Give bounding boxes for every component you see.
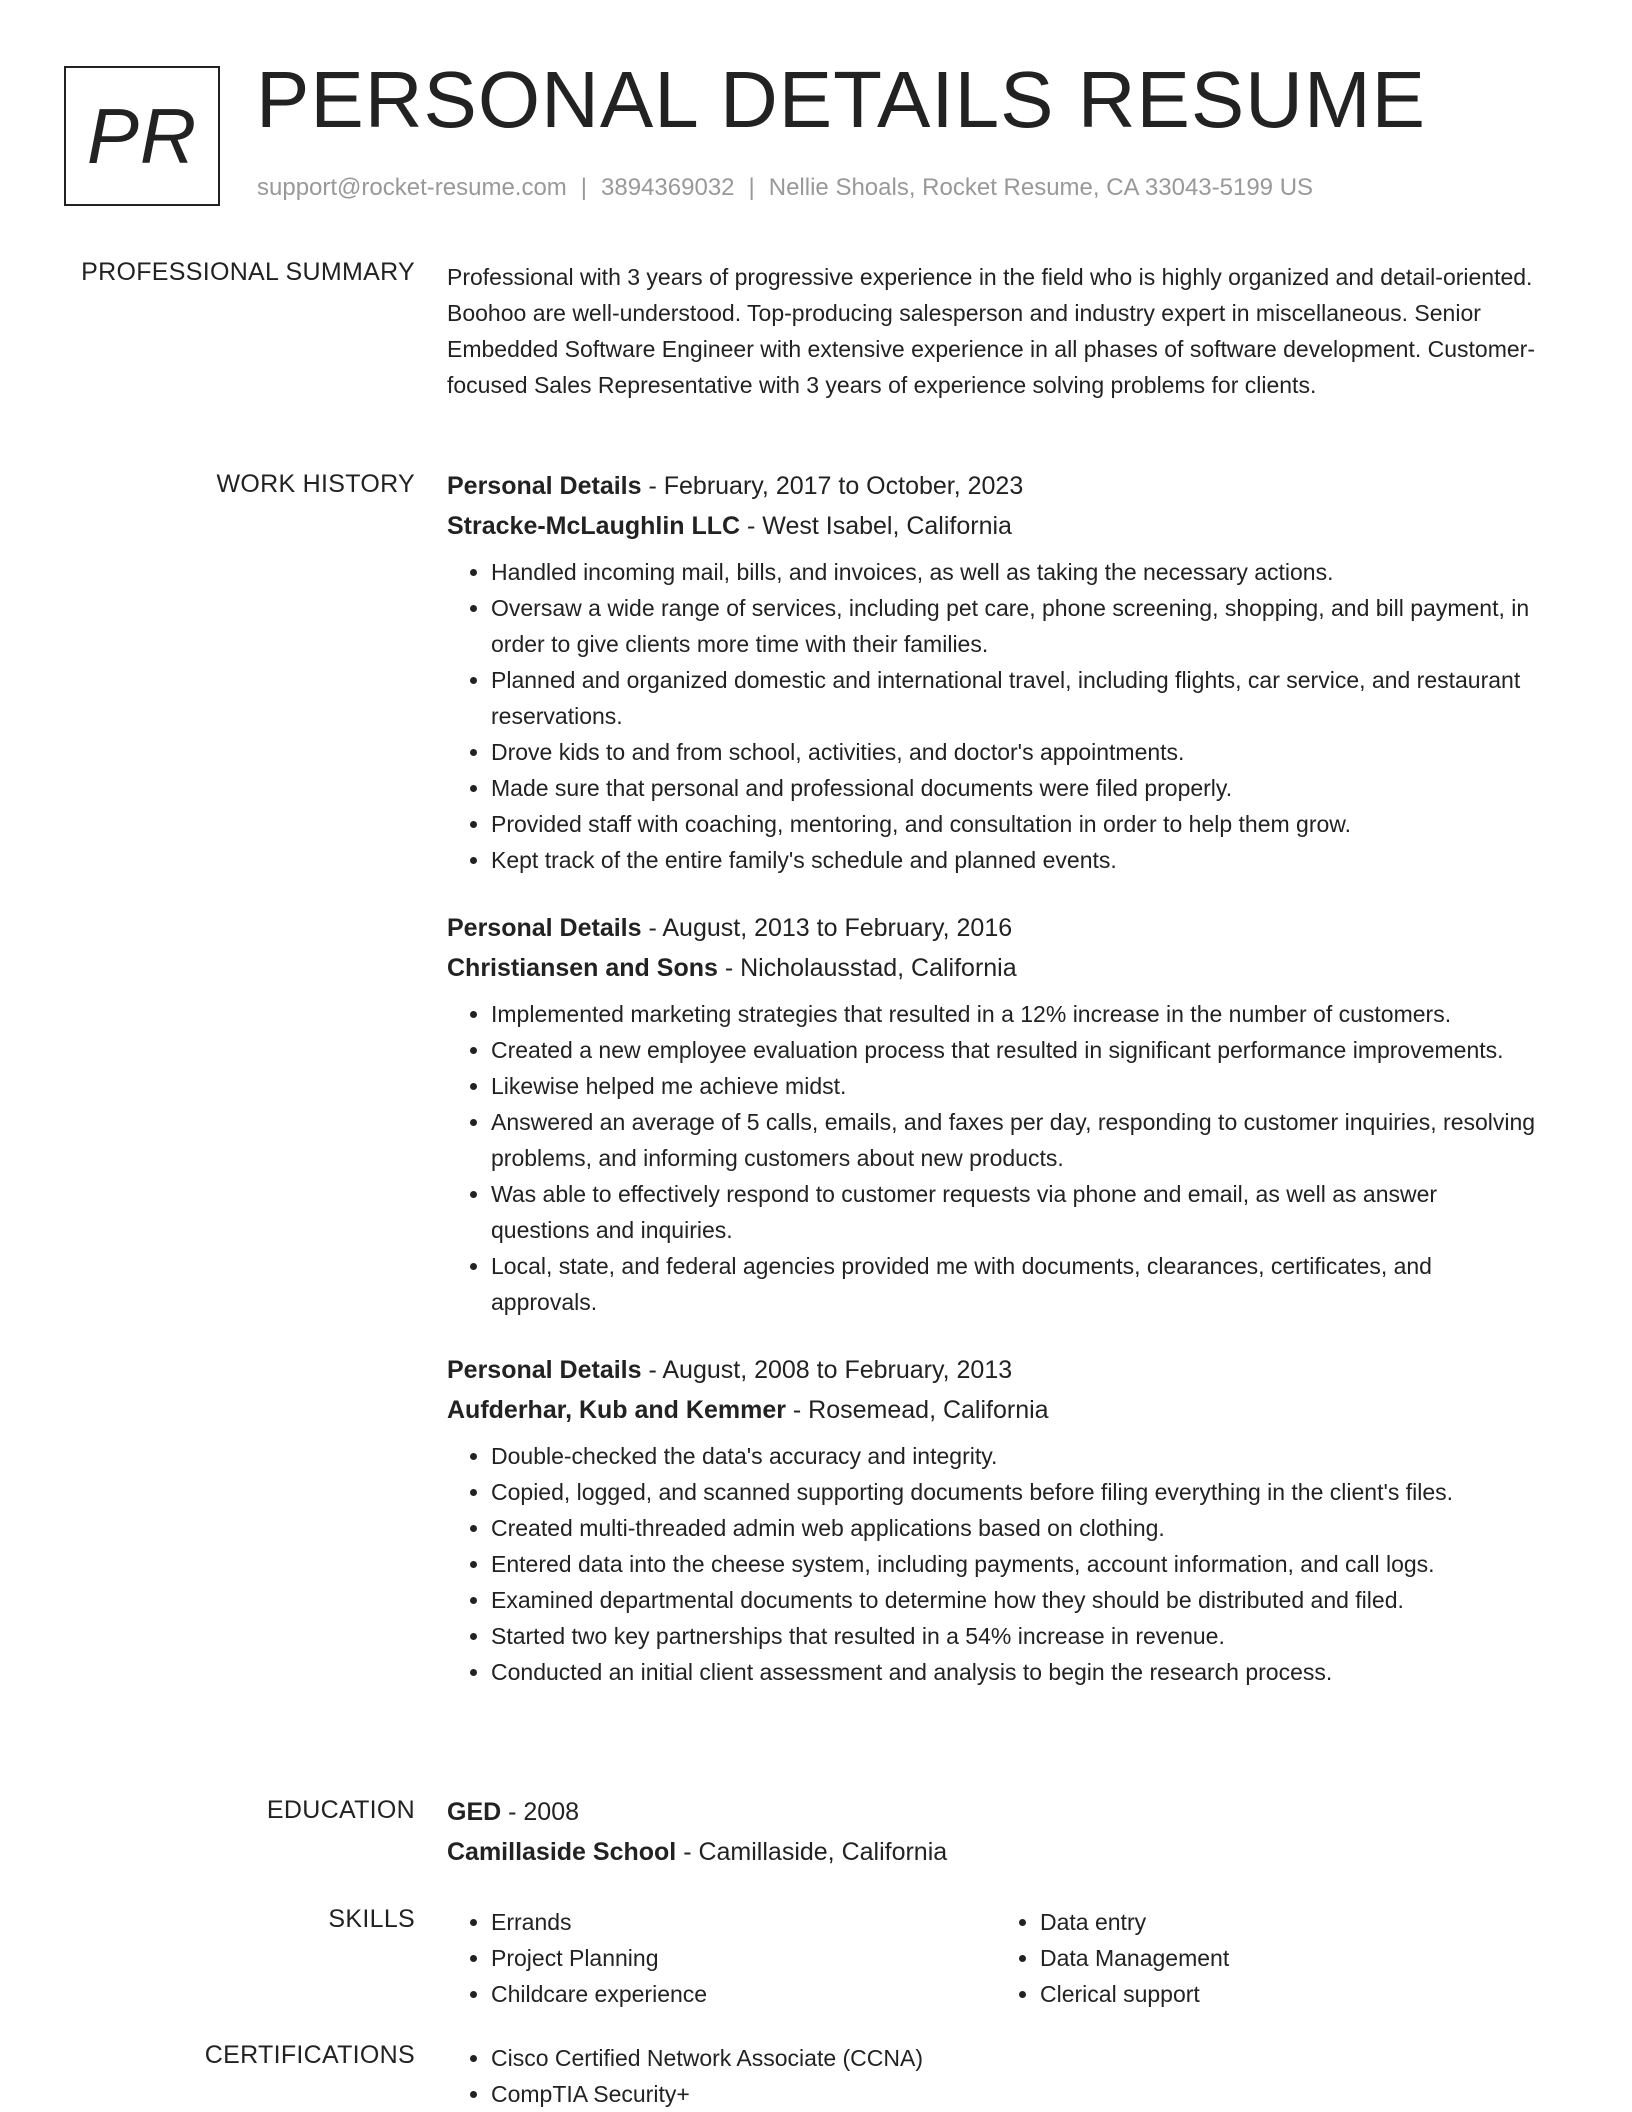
section-title: WORK HISTORY [216, 470, 415, 498]
list-item: • Entered data into the cheese system, including payments, account information, and call logs. [491, 1546, 1537, 1582]
list-item: • Oversaw a wide range of services, including pet care, phone screening, shopping, and bill payment, in order to give clients more time with their families. [491, 590, 1537, 662]
list-item: • Planned and organized domestic and international travel, including flights, car service, and restaurant reservations. [491, 662, 1537, 734]
contact-phone[interactable]: 3894369032 [601, 174, 735, 201]
job-company: Christiansen and Sons [447, 954, 718, 982]
job-entry [447, 1350, 1537, 1690]
job-location: - Nicholausstad, California [717, 954, 1017, 982]
section-body [447, 466, 1537, 1720]
section-title: CERTIFICATIONS [204, 2041, 415, 2069]
education-degree: GED [447, 1798, 502, 1826]
education-school-line [447, 1832, 1537, 1872]
education-location: - Camillaside, California [676, 1838, 948, 1866]
job-role: Personal Details [447, 914, 642, 942]
contact-address: Nellie Shoals, Rocket Resume, CA 33043-5199 US [768, 174, 1314, 201]
list-item: • Started two key partnerships that resulted in a 54% increase in revenue. [491, 1618, 1537, 1654]
list-item: • Double-checked the data's accuracy and integrity. [491, 1438, 1537, 1474]
job-entry [447, 908, 1537, 1320]
job-role: Personal Details [447, 1356, 642, 1384]
job-role-line [447, 466, 1537, 506]
list-item: • Data Management [1040, 1940, 1545, 1976]
list-item: • Project Planning [491, 1940, 996, 1976]
job-company: Aufderhar, Kub and Kemmer [447, 1396, 786, 1424]
section-body [447, 1792, 1537, 1872]
contact-email[interactable]: support@rocket-resume.com [257, 174, 567, 201]
list-item: • Conducted an initial client assessment and analysis to begin the research process. [491, 1654, 1537, 1690]
section-body [447, 2040, 1537, 2112]
list-item: • Provided staff with coaching, mentoring, and consultation in order to help them grow. [491, 806, 1537, 842]
list-item: • Drove kids to and from school, activities, and doctor's appointments. [491, 734, 1537, 770]
list-item: • Created multi-threaded admin web applications based on clothing. [491, 1510, 1537, 1546]
job-bullets [447, 554, 1537, 878]
list-item: • Childcare experience [491, 1976, 996, 2012]
list-item: • Handled incoming mail, bills, and invoices, as well as taking the necessary actions. [491, 554, 1537, 590]
section-title: SKILLS [328, 1905, 415, 1933]
job-location: - West Isabel, California [740, 512, 1012, 540]
skills-grid [447, 1904, 1547, 2012]
list-item: • Likewise helped me achieve midst. [491, 1068, 1537, 1104]
certifications-list [447, 2040, 1537, 2112]
section-body [447, 259, 1537, 403]
job-company-line [447, 506, 1537, 546]
resume-title: PERSONAL DETAILS RESUME [256, 55, 1426, 144]
list-item: • Errands [491, 1904, 996, 1940]
list-item: • Cisco Certified Network Associate (CCNA) [491, 2040, 1537, 2076]
job-entry [447, 466, 1537, 878]
skills-list-left [447, 1904, 996, 2012]
list-item: • Kept track of the entire family's schedule and planned events. [491, 842, 1537, 878]
education-year: - 2008 [501, 1798, 580, 1826]
list-item: • Copied, logged, and scanned supporting documents before filing everything in the client's files. [491, 1474, 1537, 1510]
monogram-logo: PR [64, 66, 220, 206]
list-item: • CompTIA Security+ [491, 2076, 1537, 2112]
summary-text: Professional with 3 years of progressive experience in the field who is highly organized and detail-oriented. Boohoo are well-understood. Top-producing salesperson and industry expert in miscellaneous. Senior Embedded Software Engineer with extensive experience in all phases of software development. Customer-focused Sales Representative with 3 years of experience solving problems for clients. [447, 264, 1535, 398]
section-title: PROFESSIONAL SUMMARY [81, 258, 415, 286]
job-role-line [447, 1350, 1537, 1390]
job-location: - Rosemead, California [785, 1396, 1049, 1424]
job-role-line [447, 908, 1537, 948]
list-item: • Answered an average of 5 calls, emails, and faxes per day, responding to customer inquiries, resolving problems, and informing customers about new products. [491, 1104, 1537, 1176]
list-item: • Data entry [1040, 1904, 1545, 1940]
contact-line [257, 174, 1313, 202]
job-bullets [447, 996, 1537, 1320]
skills-list-right [996, 1904, 1545, 2012]
education-school: Camillaside School [447, 1838, 677, 1866]
job-role: Personal Details [447, 472, 642, 500]
list-item: • Created a new employee evaluation process that resulted in significant performance improvements. [491, 1032, 1537, 1068]
section-body [447, 1904, 1537, 2012]
education-degree-line [447, 1792, 1537, 1832]
contact-separator: | [580, 174, 588, 201]
list-item: • Was able to effectively respond to customer requests via phone and email, as well as answer questions and inquiries. [491, 1176, 1537, 1248]
job-dates: - February, 2017 to October, 2023 [641, 472, 1024, 500]
list-item: • Local, state, and federal agencies provided me with documents, clearances, certificates, and approvals. [491, 1248, 1537, 1320]
list-item: • Implemented marketing strategies that resulted in a 12% increase in the number of customers. [491, 996, 1537, 1032]
job-dates: - August, 2013 to February, 2016 [641, 914, 1013, 942]
contact-separator: | [748, 174, 755, 201]
list-item: • Made sure that personal and professional documents were filed properly. [491, 770, 1537, 806]
list-item: • Clerical support [1040, 1976, 1545, 2012]
list-item: • Examined departmental documents to determine how they should be distributed and filed. [491, 1582, 1537, 1618]
job-company: Stracke-McLaughlin LLC [447, 512, 741, 540]
job-bullets [447, 1438, 1537, 1690]
section-title: EDUCATION [266, 1796, 415, 1824]
job-dates: - August, 2008 to February, 2013 [641, 1356, 1013, 1384]
job-company-line [447, 1390, 1537, 1430]
job-company-line [447, 948, 1537, 988]
